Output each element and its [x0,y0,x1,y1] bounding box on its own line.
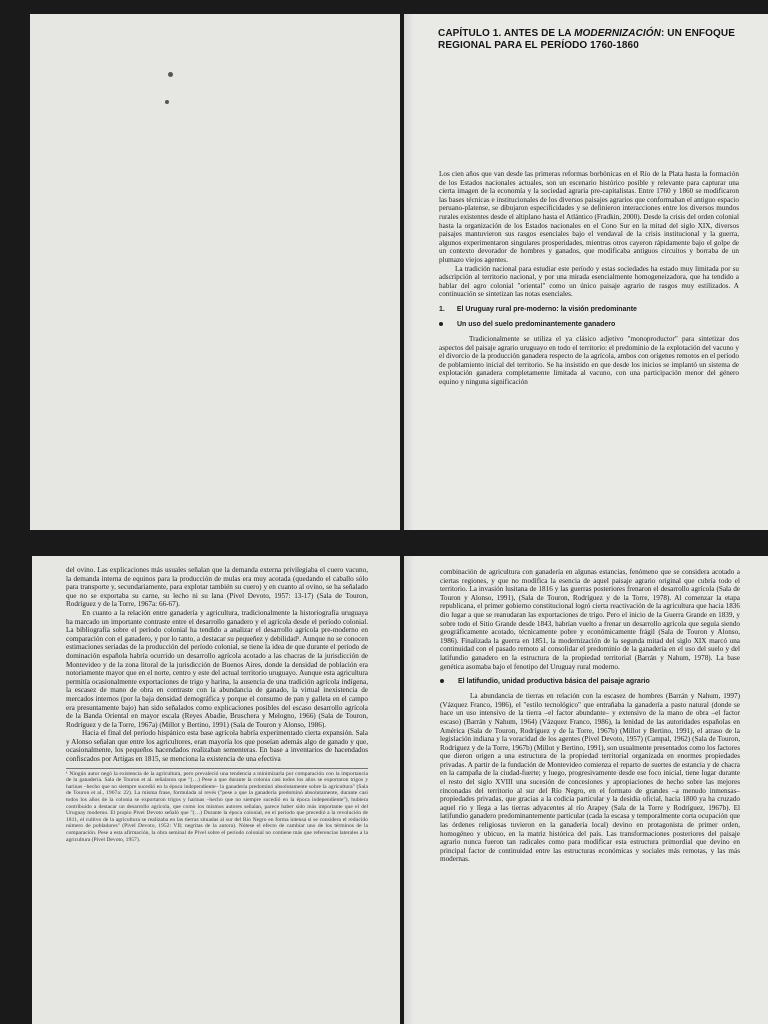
body-paragraph: combinación de agricultura con ganadería en algunas estancias, fenómeno que se considera acotado a ciertas regiones, y que no modifica la esencia de aquel paisaje agrario original que cubría todo el territorio. La invasión lusitana de 1816 y las guerras posteriores frenaron el desarrollo agrícola (Sala de Touron y Alonso, 1991), (Sala de Touron, Rodríguez y de la Torre, 1978). Al comenzar la etapa republicana, el primer gobierno constitucional logró cierta reactivación de la agricultura que hacia 1836 dio lugar a que se reanudaran las exportaciones de trigo. Pero el inicio de la Guerra Grande en 1839, y sobre todo el Sitio Grande desde 1843, habrían vuelto a frenar un desarrollo agrícola que seguía siendo geográficamente acotado, técnicamente pobre y económicamente frágil (Sala de Touron y Alonso, 1986). Finalizada la guerra en 1851, la modernización de la segunda mitad del siglo XIX marcó una continuidad con el pasado remoto al consolidar el predominio de la ganadería en el uso del suelo y del latifundio ganadero en la estructura de la propiedad territorial (Barrán y Nahum, 1978). La base genética asomaba bajo el fenotipo del Uruguay rural moderno. [440,568,740,671]
chapter-title-suffix: : UN ENFOQUE REGIONAL PARA EL PERÍODO 1760-1860 [438,28,735,51]
body-paragraph: En cuanto a la relación entre ganadería y agricultura, tradicionalmente la historiografía uruguaya ha marcado un importante contraste entre el desarrollo ganadero y el agrícola desde el período colonial. La bibliografía sobre el período colonial ha tendido a analizar el desarrollo agrícola pre-moderno en comparación con el ganadero, y por lo tanto, a destacar su pequeñez y debilidad¹. Aunque no se conocen estimaciones seriadas de la producción del período colonial, se tiene la idea de que durante el período de dominación española habría ocurrido un desarrollo agrícola acotado a las chacras de la jurisdicción de Montevideo y de la zona litoral de la jurisdicción de Buenos Aires, donde la densidad de población era notoriamente mayor que en el norte, centro y este del actual territorio uruguayo. Aunque esta agricultura permitía ocasionalmente exportaciones de trigo y harina, la ausencia de una tradición agrícola indígena, la escasez de mano de obra en contraste con la abundancia de ganado, la virtual inexistencia de mercados internos (por la baja densidad demográfica y porque el consumo de pan y galleta en el campo era presuntamente bajo) han sido señalados como explicaciones posibles del escaso desarrollo agrícola de la Banda Oriental en mayor escala (Reyes Abadie, Bruschera y Melogno, 1966) (Sala de Touron, Rodríguez y de la Torre, 1967a) (Millot y Bertino, 1991) (Sala de Touron y Alonso, 1986). [66,608,368,729]
bullet-icon [440,679,444,683]
chapter-title [438,28,738,52]
body-paragraph: La abundancia de tierras en relación con la escasez de hombres (Barrán y Nahum, 1997) (Vázquez Franco, 1986), el "estilo tecnológico" que entrañaba la ganadería a pasto natural (donde se hace un uso intensivo de la tierra –el factor abundante– y extensivo de la mano de obra –el factor escaso) (Barrán y Nahum, 1964) (Vázquez Franco, 1986), la lenidad de las autoridades españolas en América (Sala de Touron, Rodríguez y de la Torre, 1967b) (Millot y Bertino, 1991), el atraso de la legislación indiana y la voracidad de los agentes (Pivel Devoto, 1957) (Campal, 1962) (Sala de Touron, Rodríguez y de la Torre, 1967b) (Millot y Bertino, 1991), son usualmente presentados como los factores que dieron origen a una estructura de la propiedad territorial organizada en enormes propiedades privadas. A partir de la fundación de Montevideo comienza el reparto de suertes de estancia y de chacra en la campaña de la ciudad-fuerte; y luego, progresivamente desde ese foco inicial, tiene lugar durante el resto del siglo XVIII una sucesión de concesiones y apropiaciones de hecho sobre las mejores rinconadas del territorio al sur del Río Negro, en el formato de grandes –a menudo inmensas– propiedades privadas, que gracias a la codicia particular y la desidia oficial, hacia 1800 ya ha cruzado aquel río y llega a las tierras adyacentes al río Arapey (Sala de la Torre y Rodríguez, 1967b). El latifundio ganadero predominantemente particular (cada la escasa y temporalmente corta ocupación que las órdenes religiosas tuvieron en la ganadería local) devino en protagonista de primer orden, homogéneo y ubicuo, en la matriz histórica del país. Las transformaciones posteriores del paisaje agrario nunca fueron tan radicales como para modificar esta estructura primordial que devino en principal factor de continuidad entre las estructuras económicas y sociales más remotas, y las más modernas. [440,692,740,864]
bullet-icon [439,322,443,326]
body-paragraph: Tradicionalmente se utiliza el ya clásico adjetivo "monoproductor" para sintetizar dos aspectos del paisaje agrario uruguayo en todo el territorio: el predominio de la explotación del vacuno y el divorcio de la producción ganadera respecto de la agrícola, ambos con orígenes remotos en el período de poblamiento inicial del territorio. Se ha insistido en que desde los inicios se implantó un sistema de explotación ganadera completamente limitada al vacuno, con una participación menor del género equino y ninguna significación [439,334,739,386]
page-body [66,566,368,843]
intro-paragraph: La tradición nacional para estudiar este período y estas sociedades ha estado muy limitada por su adscripción al territorio nacional, y por una mirada esencialmente homogeneizadora, que ha tendido a hablar del agro colonial "oriental" como un único paisaje agrario de rasgos muy estilizados. A continuación se sintetizan las notas esenciales. [439,264,739,299]
page-chapter-opening [404,14,768,530]
footnote-text: ¹ Ningún autor negó la existencia de la agricultura, pero prevaleció una tendencia a minimizarla por comparación con la importancia de la ganadería. Sala de Touron et al. señalaron que "(…) Pese a que durante la colonia casi todos los años se exportaron trigos y harinas –hecho que no siempre sucedió en la época independiente– la ganadería predominó absolutamente sobre la agricultura" (Sala de Touron et al., 1967a: 22). La misma frase, formulada al revés ("pese a que la ganadería predominó absolutamente, durante casi todos los años de la colonia se exportaron trigos y harinas –hecho que no siempre sucedió en la época independiente"), hubiera contribuido a destacar un desarrollo agrícola, que como los mismos autores señalan, parece haber sido más importante que el del Uruguay moderno. El propio Pivel Devoto señaló que "(…) Durante la época colonial, en el período que precedió a la revolución de 1811, el cultivo de la agricultura se realizaba en las tierras situadas al sur del Río Negro en forma intensa si se considera el reducido número de pobladores" (Pivel Devoto, 1952: VII; negritas de la autora). Nótese el efecto de cambiar uno de los términos de la comparación. Pese a esta afirmación, la obra seminal de Pivel sobre el período colonial no contiene más que referencias laterales a la agricultura (Pivel Devoto, 1957). [66,770,368,843]
blank-page-top-left [30,14,400,530]
page-gutter-shadow [404,556,414,1024]
subsection-title: Un uso del suelo predominantemente ganadero [457,320,616,328]
chapter-title-prefix: CAPÍTULO 1. ANTES DE LA [438,28,575,39]
section-heading [439,305,739,314]
body-paragraph: Hacia el final del período hispánico esta base agrícola habría experimentado cierta expansión. Sala y Alonso señalan que entre los agricultores, eran mayoría los que poseían además algo de ganado y que, ocasionalmente, los pequeños hacendados realizaban sementeras. En base a inventarios de hacendados confiscados por Artigas en 1815, se menciona la existencia de una efectiva [66,729,368,764]
subsection-heading [440,677,740,686]
chapter-body [439,170,739,386]
section-number: 1. [439,305,445,313]
page-bottom-left [32,556,400,1024]
intro-paragraph: Los cien años que van desde las primeras reformas borbónicas en el Río de la Plata hasta la formación de los Estados nacionales actuales, son un escenario histórico posible y relevante para capturar una cierta imagen de la economía y la sociedad agraria pre-capitalistas. Entre 1760 y 1860 se modificaron las bases técnicas e institucionales de los diversos paisajes agrarios que conformaban el antiguo espacio peruano-platense, se dibujaron especificidades y se definieron interacciones entre los diversos mundos rurales existentes desde el altiplano hasta el Atlántico (Fradkin, 2000). Desde la crisis del orden colonial hasta la organización de los Estados nacionales en el Cono Sur en la mitad del siglo XIX, diversos paisajes mantuvieron sus rasgos esenciales bajo el vendaval de la crisis institucional y la guerra, algunos experimentaron singulares prosperidades, mientras otros cayeron rápidamente bajo el golpe de un contexto devorador de hombres y ganados, que modificaba antiguos circuitos y borraba de un plumazo viejos agentes. [439,170,739,264]
footnote [66,768,368,844]
dust-speck [168,72,173,77]
section-title: El Uruguay rural pre-moderno: la visión predominante [456,305,637,313]
body-paragraph: del ovino. Las explicaciones más usuales señalan que la demanda externa privilegiaba el cuero vacuno, la demanda interna de equinos para la producción de mulas era muy acotada (quedando el caballo sólo para transporte y, secundariamente, para explotar también su cuero) y en cuanto al ovino, se ha señalado que no se exportaba su carne, su lecho ni su lana (Pivel Devoto, 1957: 13-17) (Sala de Touron, Rodríguez y de la Torre, 1967a: 66-67). [66,566,368,609]
subsection-title: El latifundio, unidad productiva básica del paisaje agrario [458,678,650,686]
dust-speck [165,100,169,104]
subsection-heading [439,320,739,329]
page-gutter-shadow [404,14,414,530]
page-body [440,568,740,864]
chapter-title-emphasis: MODERNIZACIÓN [574,28,661,39]
page-bottom-right [404,556,768,1024]
